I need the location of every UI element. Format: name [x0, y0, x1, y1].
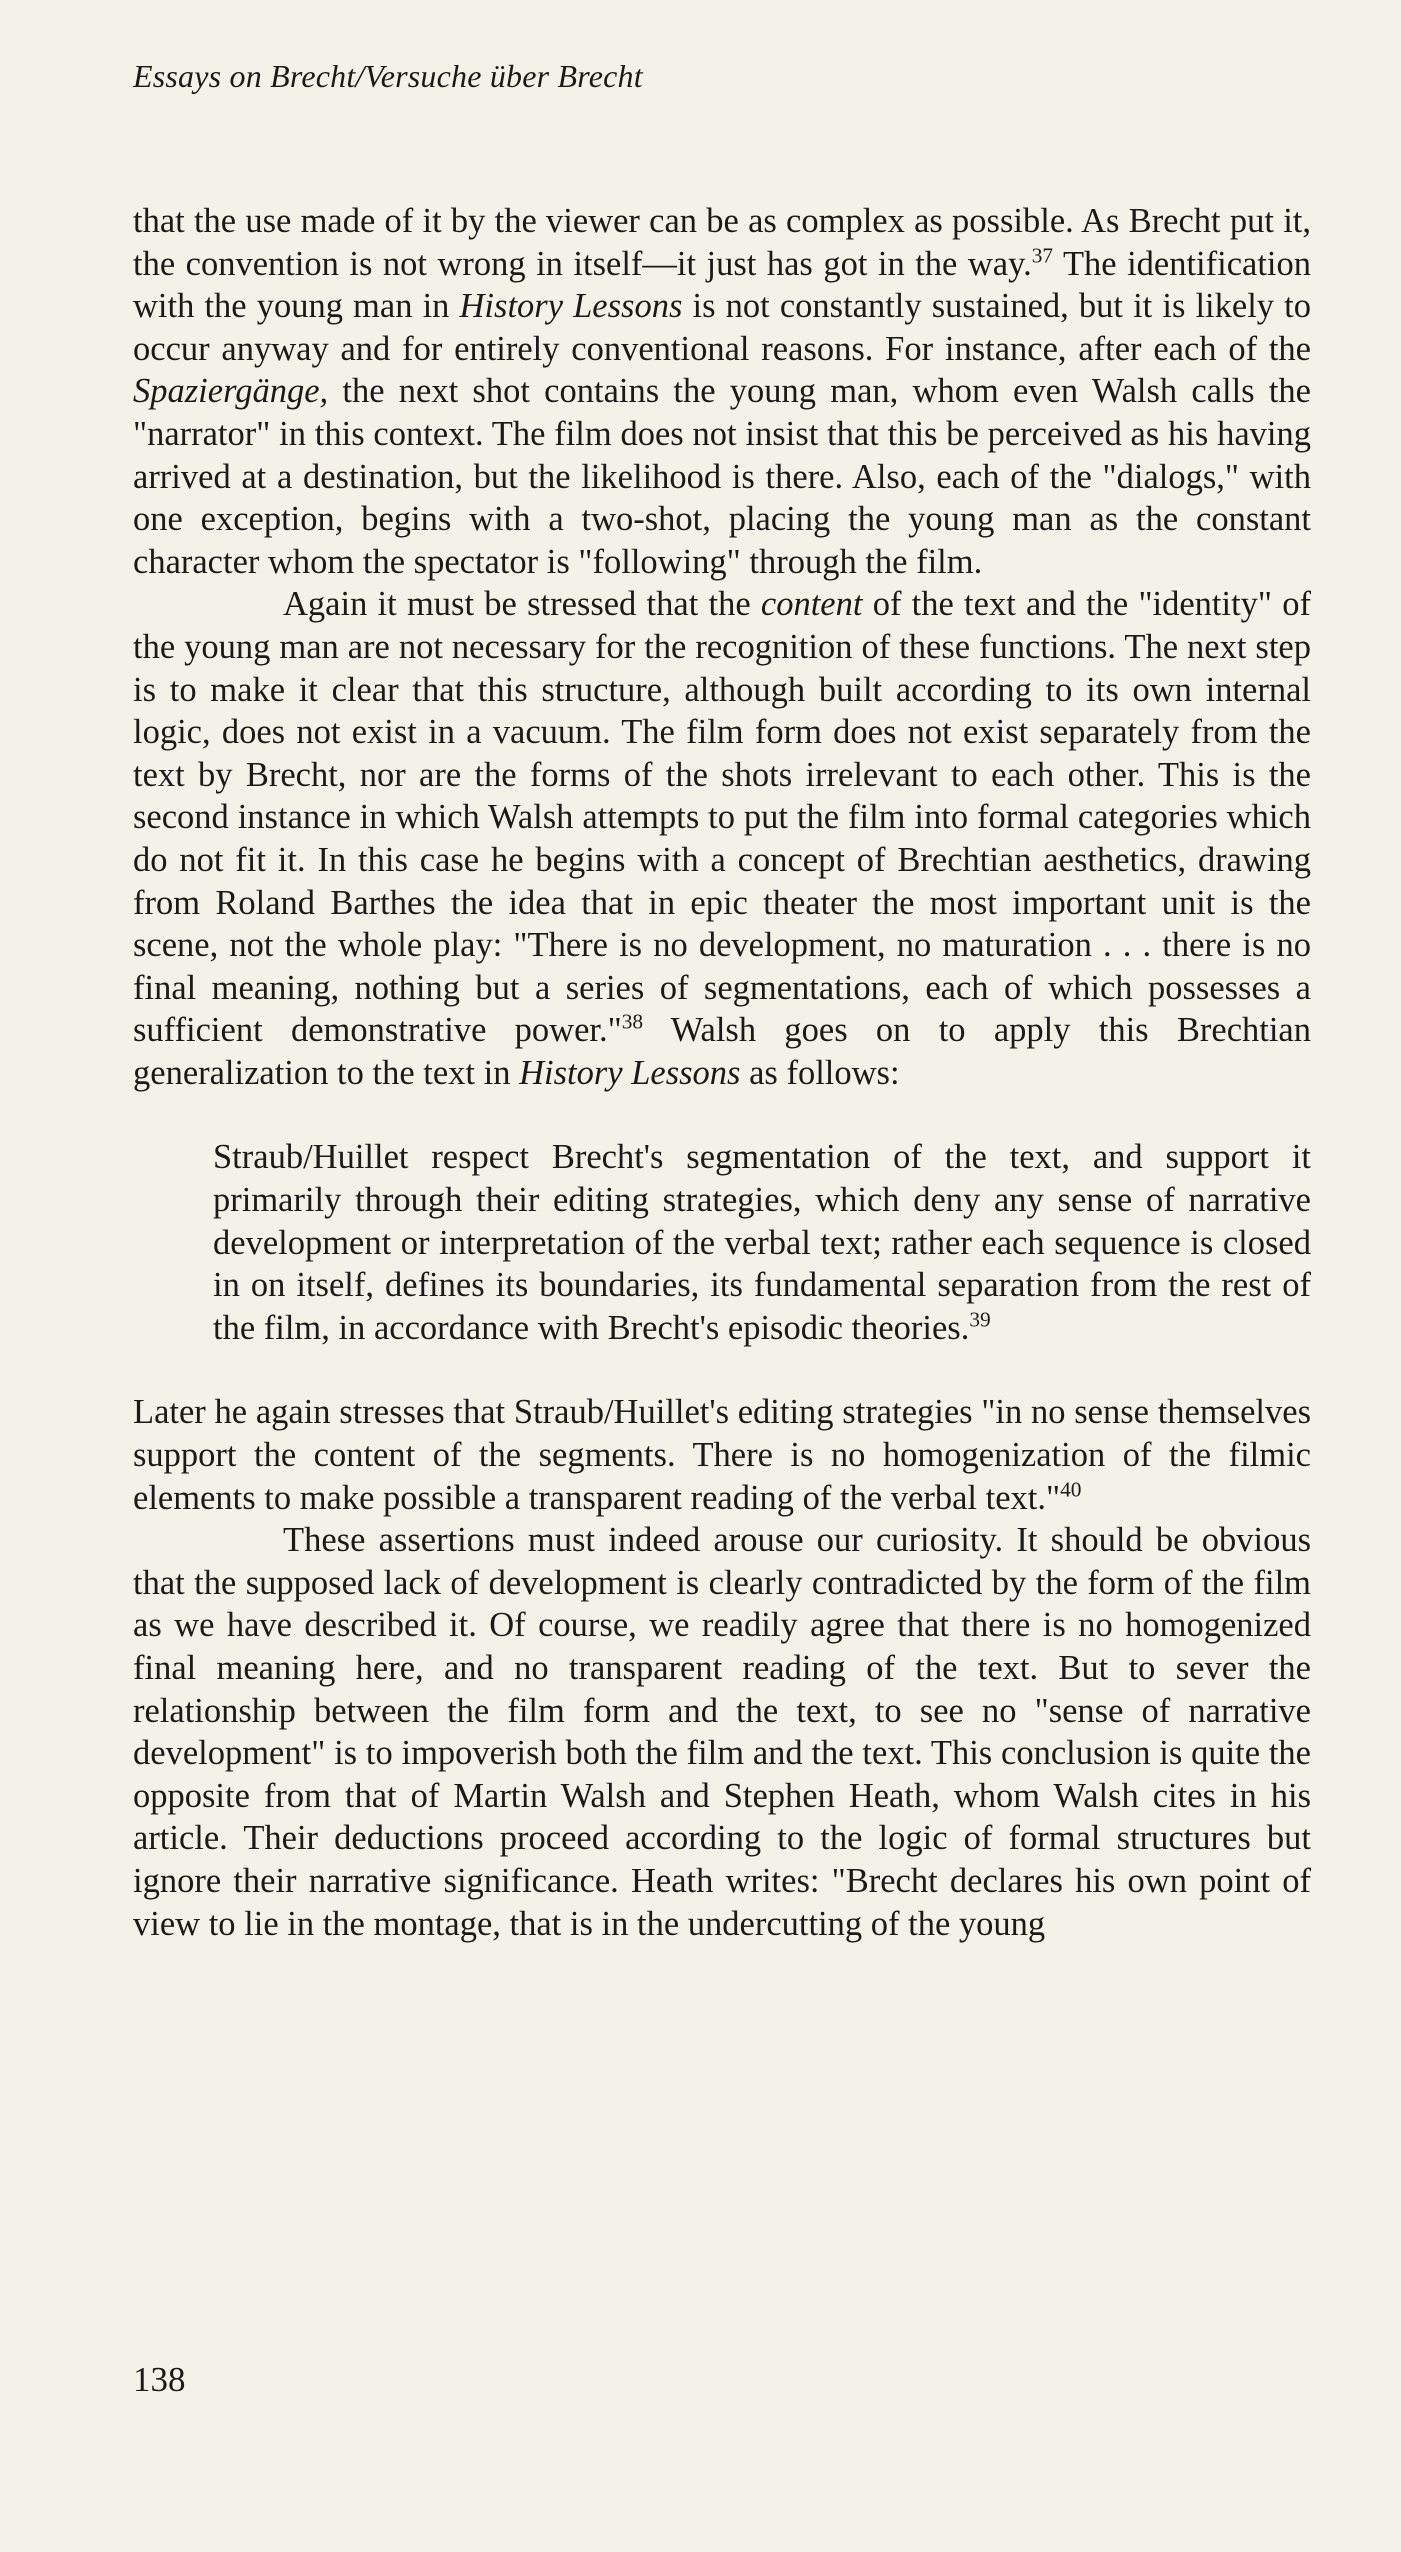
- paragraph-4: These assertions must indeed arouse our curiosity. It should be obvious that the supposed lack of development is clearly contradicted by the form of the film as we have described it. Of course, we readily agree that there is no homogenized final meaning here, and no transparent reading of the text. But to sever the relationship between the film form and the text, to see no "sense of narrative development" is to impoverish both the film and the text. This conclusion is quite the opposite from that of Martin Walsh and Stephen Heath, whom Walsh cites in his article. Their deductions proceed according to the logic of formal structures but ignore their narrative significance. Heath writes: "Brecht declares his own point of view to lie in the montage, that is in the undercutting of the young: [133, 1521, 1311, 1943]
- film-title: History Lessons: [459, 287, 683, 326]
- foreign-term: Spaziergänge,: [133, 372, 329, 411]
- paragraph-2: Again it must be stressed that the content of the text and the "identity" of the young man are not necessary for the recognition of these functions. The next step is to make it clear that this structure, although built according to its own internal logic, does not exist in a vacuum. The film form does not exist separately from the text by Brecht, nor are the forms of the shots irrelevant to each other. This is the second instance in which Walsh attempts to put the film into formal categories which do not fit it. In this case he begins with a concept of Brechtian aesthetics, drawing from Roland Barthes the idea that in epic theater the most important unit is the scene, not the whole play: "There is no development, no maturation . . . there is no final meaning, nothing but a series of segmentations, each of which possesses a sufficient demonstrative power."$^{38}$ Walsh goes on to apply this Brechtian generalization to the text in History Lessons as follows:: [133, 585, 1311, 1092]
- film-title: History Lessons: [519, 1053, 741, 1092]
- paragraph-1: that the use made of it by the viewer can be as complex as possible. As Brecht put it, the convention is not wrong in itself—it just has got in the way.$^{37}$ The identification with the young man in History Lessons is not constantly sustained, but it is likely to occur anyway and for entirely conventional reasons. For instance, after each of the Spaziergänge, the next shot contains the young man, whom even Walsh calls the "narrator" in this context. The film does not insist that this be perceived as his having arrived at a destination, but the likelihood is there. Also, each of the "dialogs," with one exception, begins with a two-shot, placing the young man as the constant character whom the spectator is "following" through the film.: [133, 202, 1312, 581]
- block-quote: Straub/Huillet respect Brecht's segmentation of the text, and support it primarily through their editing strategies, which deny any sense of narrative development or interpretation of the verbal text; rather each sequence is closed in on itself, defines its boundaries, its fundamental separation from the rest of the film, in accordance with Brecht's episodic theories.$^{39}$: [213, 1138, 1311, 1347]
- body-text: [133, 200, 1311, 1945]
- paragraph-3: Later he again stresses that Straub/Huillet's editing strategies "in no sense themselves support the content of the segments. There is no homogenization of the filmic elements to make possible a transparent reading of the verbal text."$^{40}$: [133, 1393, 1311, 1517]
- emphasis: content: [760, 585, 863, 624]
- page-number: 138: [133, 2360, 186, 2399]
- footnote-ref-39: 39: [969, 1307, 991, 1332]
- footnote-ref-40: 40: [1060, 1477, 1082, 1502]
- footnote-ref-38: 38: [621, 1009, 644, 1034]
- footnote-ref-37: 37: [1031, 243, 1054, 268]
- running-head: Essays on Brecht/Versuche über Brecht: [133, 58, 643, 94]
